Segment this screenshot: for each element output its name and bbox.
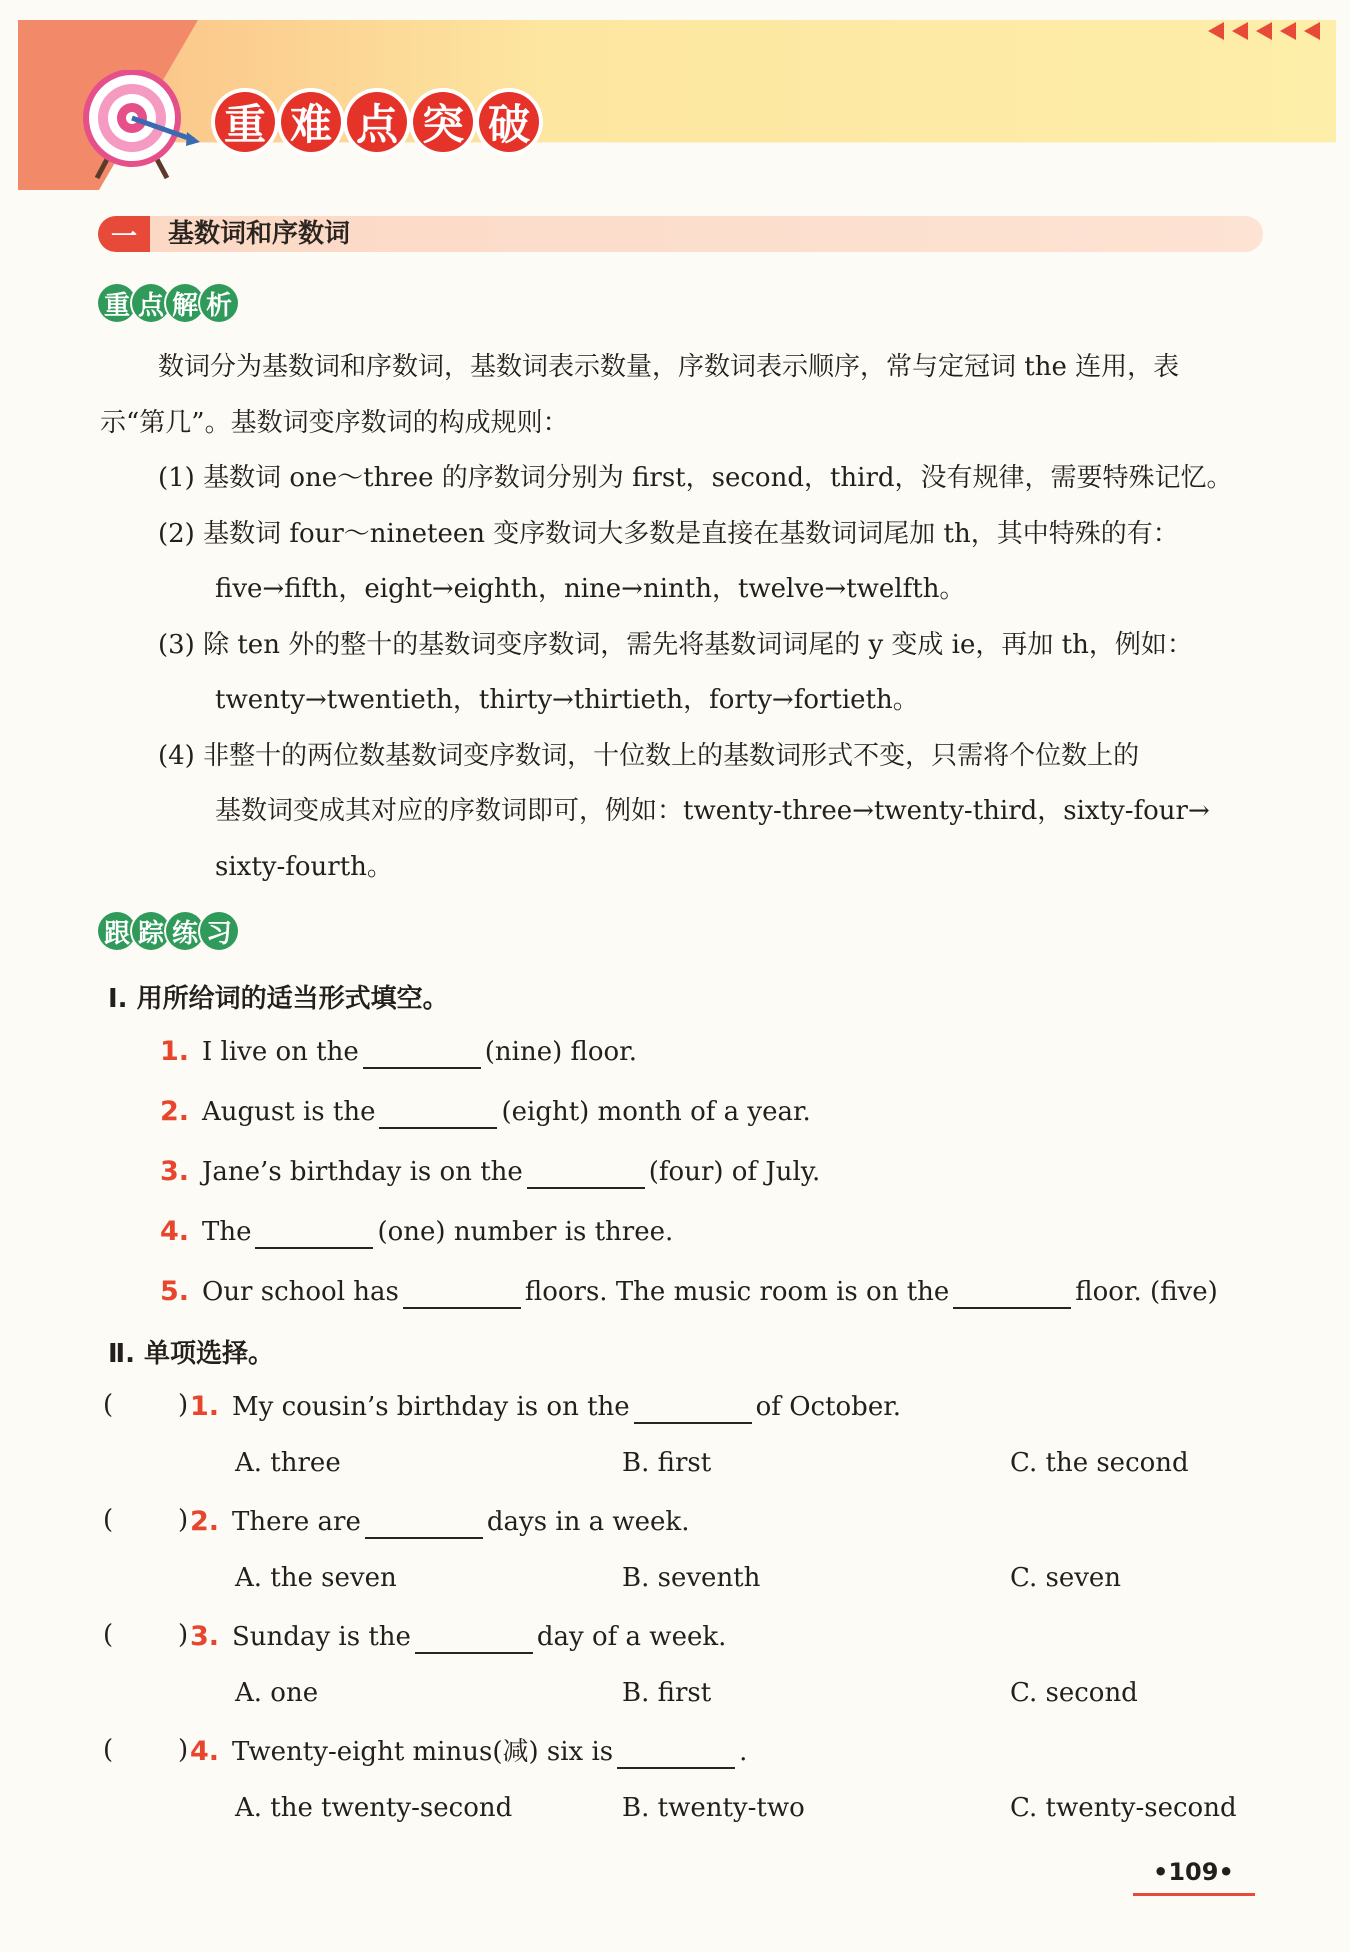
answer-blank[interactable] (255, 1221, 373, 1249)
answer-paren-close: ) (178, 1505, 189, 1535)
section-title: 基数词和序数词 (168, 219, 351, 249)
question-text: Twenty-eight minus(减) six is (232, 1737, 614, 1767)
badge-char: 练 (166, 912, 204, 950)
badge-char: 点 (132, 284, 170, 322)
option-a[interactable]: A. the seven (235, 1563, 397, 1593)
rule-2-line-2: five→fifth，eight→eighth，nine→ninth，twelve→twelfth。 (215, 574, 966, 604)
answer-blank[interactable] (365, 1511, 483, 1539)
fill-question-5 (160, 1275, 1218, 1309)
fill-question-2 (160, 1095, 811, 1129)
question-text: My cousin’s birthday is on the (232, 1392, 630, 1422)
arrow-icon (1304, 22, 1320, 40)
question-text: August is the (202, 1097, 376, 1127)
arrow-icon (1208, 22, 1224, 40)
answer-blank[interactable] (363, 1041, 481, 1069)
question-number: 3. (190, 1621, 220, 1652)
question-text: Jane’s birthday is on the (202, 1157, 523, 1187)
answer-blank[interactable] (415, 1626, 533, 1654)
answer-paren-open: ( (103, 1620, 114, 1650)
answer-paren-open: ( (103, 1505, 114, 1535)
question-text: days in a week. (486, 1507, 690, 1537)
question-number: 1. (160, 1036, 190, 1067)
option-b[interactable]: B. first (622, 1448, 712, 1478)
option-c[interactable]: C. the second (1010, 1448, 1189, 1478)
option-b[interactable]: B. twenty-two (622, 1793, 805, 1823)
answer-blank[interactable] (617, 1741, 735, 1769)
answer-paren-close: ) (178, 1390, 189, 1420)
decorative-arrows (1208, 22, 1320, 40)
question-text: (eight) month of a year. (501, 1097, 811, 1127)
question-text: (nine) floor. (484, 1037, 637, 1067)
question-text: floors. The music room is on the (524, 1277, 950, 1307)
question-text: (four) of July. (648, 1157, 821, 1187)
option-b[interactable]: B. first (622, 1678, 712, 1708)
answer-blank[interactable] (403, 1281, 521, 1309)
banner-title-char: 破 (479, 92, 539, 152)
arrow-icon (1256, 22, 1272, 40)
question-number: 5. (160, 1276, 190, 1307)
question-number: 2. (190, 1506, 220, 1537)
banner-title (215, 92, 539, 152)
intro-line-2: 示“第几”。基数词变序数词的构成规则： (100, 408, 569, 438)
rule-3-line-2: twenty→twentieth，thirty→thirtieth，forty→fortieth。 (215, 685, 919, 715)
option-c[interactable]: C. twenty-second (1010, 1793, 1237, 1823)
rule-2-line-1: (2) 基数词 four～nineteen 变序数词大多数是直接在基数词词尾加 th，其中特殊的有： (158, 519, 1179, 549)
badge-char: 重 (98, 284, 136, 322)
option-a[interactable]: A. the twenty-second (235, 1793, 513, 1823)
question-text: Our school has (202, 1277, 399, 1307)
answer-blank[interactable] (527, 1161, 645, 1189)
arrow-icon (1232, 22, 1248, 40)
answer-paren-open: ( (103, 1735, 114, 1765)
badge-char: 解 (166, 284, 204, 322)
badge-char: 习 (200, 912, 238, 950)
rule-1: (1) 基数词 one～three 的序数词分别为 first，second，third，没有规律，需要特殊记忆。 (158, 463, 1233, 493)
option-a[interactable]: A. three (235, 1448, 341, 1478)
question-text: floor. (five) (1075, 1277, 1218, 1307)
rule-4-line-3: sixty-fourth。 (215, 852, 393, 882)
question-text: . (739, 1737, 748, 1767)
part2-heading: Ⅱ. 单项选择。 (108, 1339, 275, 1369)
rule-4-line-2: 基数词变成其对应的序数词即可，例如：twenty-three→twenty-third，sixty-four→ (215, 796, 1210, 826)
intro-line-1: 数词分为基数词和序数词，基数词表示数量，序数词表示顺序，常与定冠词 the 连用，表 (158, 352, 1180, 382)
answer-blank[interactable] (634, 1396, 752, 1424)
fill-question-4 (160, 1215, 673, 1249)
page-number-underline (1133, 1893, 1255, 1896)
option-c[interactable]: C. seven (1010, 1563, 1122, 1593)
question-text: Sunday is the (232, 1622, 411, 1652)
question-text: day of a week. (536, 1622, 727, 1652)
answer-blank[interactable] (953, 1281, 1071, 1309)
section-number: 一 (98, 216, 150, 252)
question-text: The (202, 1217, 252, 1247)
badge-char: 析 (200, 284, 238, 322)
answer-paren-close: ) (178, 1735, 189, 1765)
question-text: (one) number is three. (377, 1217, 674, 1247)
answer-blank[interactable] (379, 1101, 497, 1129)
question-text: I live on the (202, 1037, 359, 1067)
choice-question-4 (190, 1735, 747, 1769)
question-number: 1. (190, 1391, 220, 1422)
answer-paren-open: ( (103, 1390, 114, 1420)
choice-question-3 (190, 1620, 726, 1654)
banner-title-char: 重 (215, 92, 275, 152)
banner-title-char: 点 (347, 92, 407, 152)
question-number: 3. (160, 1156, 190, 1187)
question-number: 4. (160, 1216, 190, 1247)
rule-4-line-1: (4) 非整十的两位数基数词变序数词，十位数上的基数词形式不变，只需将个位数上的 (158, 741, 1140, 771)
practice-badge (98, 912, 234, 950)
option-c[interactable]: C. second (1010, 1678, 1138, 1708)
question-number: 2. (160, 1096, 190, 1127)
fill-question-3 (160, 1155, 820, 1189)
target-icon (82, 70, 202, 180)
analysis-badge (98, 284, 234, 322)
option-b[interactable]: B. seventh (622, 1563, 761, 1593)
part1-heading: Ⅰ. 用所给词的适当形式填空。 (108, 984, 449, 1014)
section-bar (98, 216, 1263, 252)
page-number: •109• (1153, 1858, 1234, 1886)
banner-title-char: 难 (281, 92, 341, 152)
choice-question-1 (190, 1390, 901, 1424)
question-number: 4. (190, 1736, 220, 1767)
arrow-icon (1280, 22, 1296, 40)
answer-paren-close: ) (178, 1620, 189, 1650)
fill-question-1 (160, 1035, 637, 1069)
badge-char: 踪 (132, 912, 170, 950)
question-text: There are (232, 1507, 361, 1537)
choice-question-2 (190, 1505, 689, 1539)
banner-title-char: 突 (413, 92, 473, 152)
question-text: of October. (755, 1392, 902, 1422)
option-a[interactable]: A. one (235, 1678, 319, 1708)
rule-3-line-1: (3) 除 ten 外的整十的基数词变序数词，需先将基数词词尾的 y 变成 ie，再加 th，例如： (158, 630, 1193, 660)
badge-char: 跟 (98, 912, 136, 950)
